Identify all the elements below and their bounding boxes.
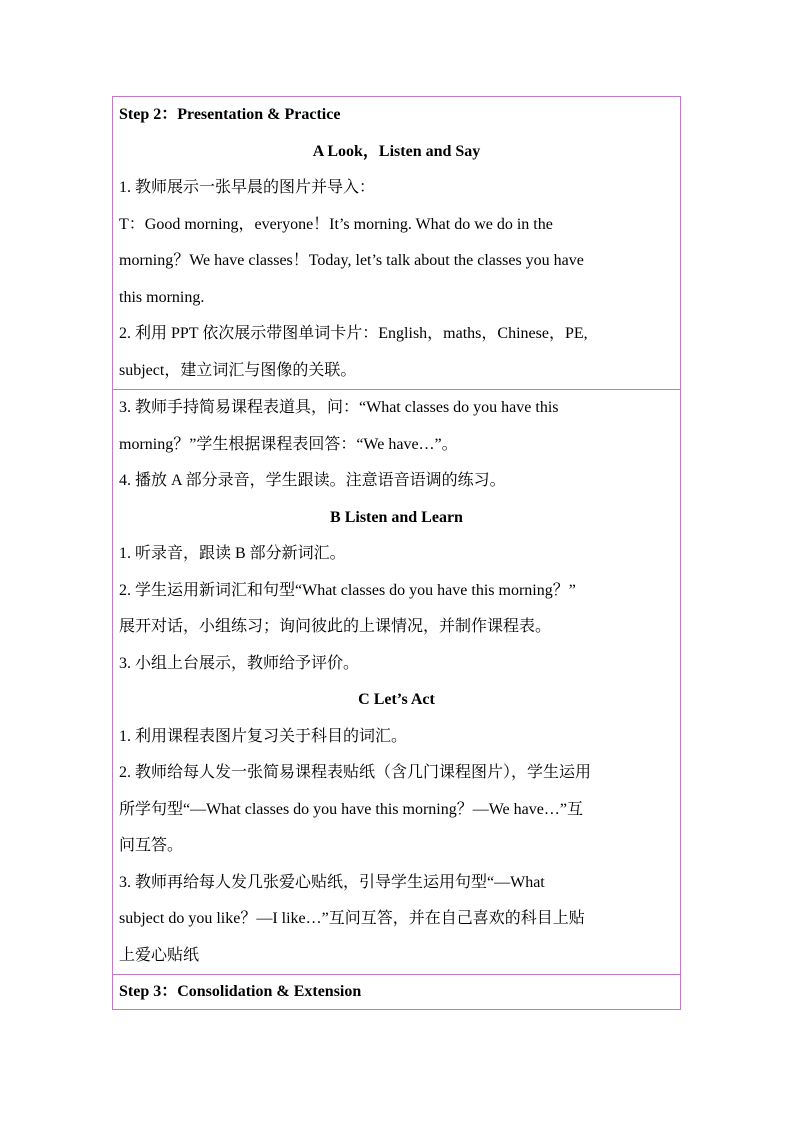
text-line: morning？We have classes！Today, let’s talk about the classes you have [119, 252, 584, 269]
section-b-heading: B Listen and Learn [330, 508, 463, 526]
text-line: 2. 教师给每人发一张简易课程表贴纸（含几门课程图片），学生运用 [119, 764, 592, 781]
table-cell-step-2-part-1 [113, 97, 681, 390]
text-line: 1. 听录音，跟读 B 部分新词汇。 [119, 545, 346, 562]
table-row [113, 97, 681, 390]
text-line: T：Good morning，everyone！It’s morning. What do we do in the [119, 215, 553, 233]
table-row [113, 975, 681, 1010]
text-line: 2. 学生运用新词汇和句型“What classes do you have this morning？” [119, 581, 576, 599]
table-cell-step-2-part-2 [113, 390, 681, 975]
step-2-heading: Step 2：Presentation & Practice [119, 106, 341, 123]
text-line: 1. 教师展示一张早晨的图片并导入： [119, 179, 376, 196]
text-line: subject do you like？—I like…”互问互答，并在自己喜欢的科目上贴 [119, 910, 585, 927]
table-cell-step-3 [113, 975, 681, 1010]
text-line: 3. 教师再给每人发几张爱心贴纸，引导学生运用句型“—What [119, 873, 545, 891]
text-line: 问互答。 [119, 837, 184, 854]
text-line: subject，建立词汇与图像的关联。 [119, 361, 357, 379]
text-line: morning？”学生根据课程表回答：“We have…”。 [119, 435, 458, 453]
section-c-heading: C Let’s Act [358, 691, 435, 708]
text-line: this morning. [119, 288, 205, 306]
section-a-heading: A Look，Listen and Say [312, 142, 481, 160]
text-line: 2. 利用 PPT 依次展示带图单词卡片：English，maths，Chinese，PE, [119, 325, 588, 342]
text-line: 3. 小组上台展示，教师给予评价。 [119, 654, 360, 672]
text-line: 1. 利用课程表图片复习关于科目的词汇。 [119, 727, 408, 745]
step-3-heading: Step 3：Consolidation & Extension [119, 983, 362, 1000]
text-line: 4. 播放 A 部分录音，学生跟读。注意语音语调的练习。 [119, 472, 506, 489]
lesson-plan-table [112, 96, 681, 1010]
text-line: 所学句型“—What classes do you have this morning？—We have…”互 [119, 800, 583, 818]
text-line: 上爱心贴纸 [119, 946, 200, 964]
text-line: 展开对话，小组练习；询问彼此的上课情况，并制作课程表。 [119, 618, 552, 635]
text-line: 3. 教师手持简易课程表道具，问：“What classes do you have this [119, 399, 559, 416]
table-row [113, 390, 681, 975]
